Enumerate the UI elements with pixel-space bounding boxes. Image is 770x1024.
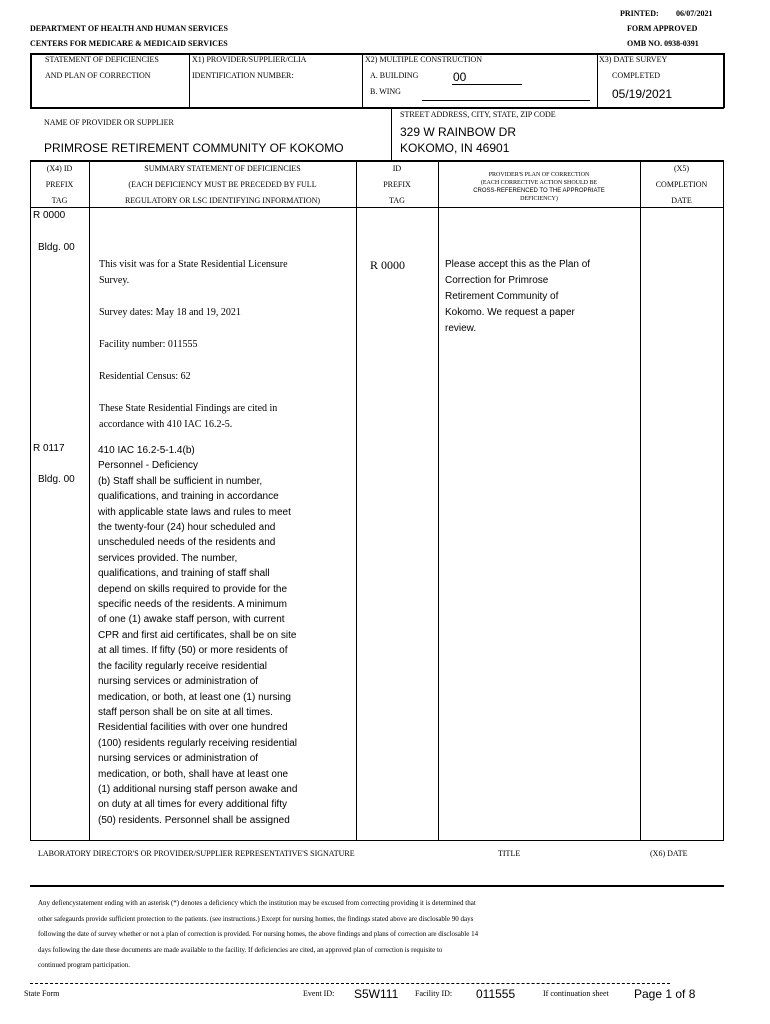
statement-label-1: STATEMENT OF DEFICIENCIES bbox=[45, 55, 159, 64]
wing-label: B. WING bbox=[370, 87, 401, 96]
disclaimer-line: Any defiencystatement ending with an asterisk (*) denotes a deficiency which the institution may be excused from correcting providing it is determined that bbox=[38, 899, 476, 907]
signature-label: LABORATORY DIRECTOR'S OR PROVIDER/SUPPLIER REPRESENTATIVE'S SIGNATURE bbox=[38, 849, 355, 858]
id-label-3: TAG bbox=[389, 196, 405, 205]
disclaimer-line: days following the date these documents are made available to the facility. If deficiencies are cited, an approved plan of correction is requisite to bbox=[38, 945, 443, 954]
tag-r0000: R 0000 bbox=[33, 210, 66, 221]
x5-label-2: COMPLETION bbox=[655, 180, 708, 189]
summary-2-line: the twenty-four (24) hour scheduled and bbox=[98, 522, 276, 534]
tag-r0117: R 0117 bbox=[33, 443, 65, 454]
statement-label-2: AND PLAN OF CORRECTION bbox=[45, 71, 151, 80]
address-label: STREET ADDRESS, CITY, STATE, ZIP CODE bbox=[400, 110, 556, 119]
summary-1-line bbox=[99, 385, 288, 401]
plan-1-line: Please accept this as the Plan of bbox=[445, 259, 591, 270]
summary-label-2: (EACH DEFICIENCY MUST BE PRECEDED BY FULL bbox=[128, 180, 317, 189]
id-label-1: ID bbox=[392, 164, 402, 173]
x1-label-1: X1) PROVIDER/SUPPLIER/CLIA bbox=[192, 55, 307, 64]
summary-2-line: with applicable state laws and rules to meet bbox=[98, 506, 291, 518]
summary-1-line bbox=[99, 353, 288, 369]
building-value: 00 bbox=[453, 70, 467, 84]
summary-2-line: (50) residents. Personnel shall be assigned bbox=[98, 814, 290, 826]
summary-2-line: (1) additional nursing staff person awake and bbox=[98, 783, 298, 795]
summary-block-2 bbox=[98, 443, 297, 828]
summary-2-line: qualifications, and training in accordance bbox=[98, 491, 279, 503]
summary-2-line: medication, or both, at least one (1) nursing bbox=[98, 691, 291, 703]
x4-label-1: (X4) ID bbox=[46, 164, 73, 173]
summary-1-line: accordance with 410 IAC 16.2-5. bbox=[99, 419, 233, 430]
bldg-1: Bldg. 00 bbox=[38, 242, 75, 253]
x1-label-2: IDENTIFICATION NUMBER: bbox=[192, 71, 294, 80]
summary-2-line: nursing services or administration of bbox=[98, 753, 259, 765]
summary-2-line: Personnel - Deficiency bbox=[98, 460, 199, 472]
summary-2-line: staff person shall be on site at all times. bbox=[98, 706, 273, 718]
x3-label-1: X3) DATE SURVEY bbox=[599, 55, 668, 64]
summary-2-line: at all times. If fifty (50) or more residents of bbox=[98, 645, 288, 657]
state-form-label: State Form bbox=[24, 989, 60, 998]
id-label-2: PREFIX bbox=[383, 180, 411, 189]
printed-date: 06/07/2021 bbox=[676, 9, 713, 18]
summary-label-3: REGULATORY OR LSC IDENTIFYING INFORMATION) bbox=[124, 196, 321, 205]
disclaimer-line: other safegaurds provide sufficient protection to the patients. (see instructions.) Except for nursing homes, the findings stated above are disclosable 90 days bbox=[38, 914, 474, 923]
plan-block-1 bbox=[445, 257, 590, 337]
summary-2-line: (b) Staff shall be sufficient in number, bbox=[98, 475, 263, 487]
disclaimer bbox=[38, 896, 478, 974]
id-tag-r0000: R 0000 bbox=[370, 258, 406, 272]
summary-2-line: of one (1) awake staff person, with current bbox=[98, 614, 285, 626]
survey-date: 05/19/2021 bbox=[612, 87, 673, 101]
page-number: Page 1 of 8 bbox=[634, 987, 696, 1001]
provider-label: NAME OF PROVIDER OR SUPPLIER bbox=[44, 118, 174, 127]
summary-2-line: services provided. The number, bbox=[98, 552, 238, 564]
summary-2-line: (100) residents regularly receiving residential bbox=[98, 737, 297, 749]
x3-label-2: COMPLETED bbox=[612, 71, 660, 80]
address-line-2: KOKOMO, IN 46901 bbox=[400, 141, 510, 155]
x6-date-label: (X6) DATE bbox=[650, 849, 688, 858]
facility-id-label: Facility ID: bbox=[415, 989, 453, 998]
summary-2-line: CPR and first aid certificates, shall be on site bbox=[98, 629, 297, 641]
bldg-2: Bldg. 00 bbox=[38, 474, 75, 485]
x5-label-1: (X5) bbox=[673, 164, 690, 173]
summary-label-1: SUMMARY STATEMENT OF DEFICIENCIES bbox=[144, 164, 301, 173]
plan-1-line: Correction for Primrose bbox=[445, 275, 549, 286]
summary-1-line: These State Residential Findings are cited in bbox=[99, 403, 278, 414]
summary-2-line: 410 IAC 16.2-5-1.4(b) bbox=[98, 445, 195, 456]
summary-1-line bbox=[99, 289, 288, 305]
event-id-value: S5W111 bbox=[354, 987, 399, 1001]
disclaimer-line: following the date of survey whether or not a plan of correction is provided. For nursing homes, the above findings and plans of correction are disclosable 14 bbox=[38, 930, 479, 938]
summary-2-line: specific needs of the residents. A minimum bbox=[98, 599, 287, 611]
cms-name: CENTERS FOR MEDICARE & MEDICAID SERVICES bbox=[30, 39, 228, 48]
summary-1-line: This visit was for a State Residential Licensure bbox=[99, 259, 288, 270]
plan-label-3: CROSS-REFERENCED TO THE APPROPRIATE bbox=[473, 188, 605, 194]
summary-2-line: Residential facilities with over one hundred bbox=[98, 722, 288, 734]
facility-id-value: 011555 bbox=[476, 987, 516, 1001]
summary-block-1 bbox=[99, 257, 288, 433]
summary-2-line: depend on skills required to provide for the bbox=[98, 583, 288, 595]
omb-number: OMB NO. 0938-0391 bbox=[627, 39, 699, 48]
title-label: TITLE bbox=[498, 849, 521, 858]
building-label: A. BUILDING bbox=[370, 71, 419, 80]
plan-1-line: Retirement Community of bbox=[445, 291, 559, 302]
x4-label-2: PREFIX bbox=[45, 180, 74, 189]
x5-label-3: DATE bbox=[671, 196, 692, 205]
summary-1-line: Survey. bbox=[99, 275, 130, 286]
plan-label-4: DEFICIENCY) bbox=[520, 196, 558, 202]
continuation-label: If continuation sheet bbox=[543, 989, 609, 998]
summary-2-line: the facility regularly receive residential bbox=[98, 660, 267, 672]
plan-label-1: PROVIDER'S PLAN OF CORRECTION bbox=[488, 172, 590, 178]
event-id-label: Event ID: bbox=[303, 989, 335, 998]
summary-2-line: nursing services or administration of bbox=[98, 676, 259, 688]
summary-2-line: medication, or both, shall have at least one bbox=[98, 768, 289, 780]
summary-1-line: Survey dates: May 18 and 19, 2021 bbox=[99, 307, 241, 318]
plan-1-line: Kokomo. We request a paper bbox=[445, 307, 575, 318]
summary-1-line: Facility number: 011555 bbox=[99, 339, 198, 350]
plan-1-line: review. bbox=[445, 323, 477, 334]
x4-label-3: TAG bbox=[51, 196, 68, 205]
printed-label: PRINTED: bbox=[620, 9, 659, 18]
summary-2-line: on duty at all times for every additional fifty bbox=[98, 799, 287, 811]
summary-2-line: unscheduled needs of the residents and bbox=[98, 537, 276, 549]
x2-label: X2) MULTIPLE CONSTRUCTION bbox=[365, 55, 483, 64]
summary-1-line: Residential Census: 62 bbox=[99, 371, 191, 382]
plan-label-2: (EACH CORRECTIVE ACTION SHOULD BE bbox=[480, 180, 598, 186]
summary-1-line bbox=[99, 321, 288, 337]
form-approved: FORM APPROVED bbox=[627, 24, 698, 33]
address-line-1: 329 W RAINBOW DR bbox=[400, 125, 517, 139]
provider-name: PRIMROSE RETIREMENT COMMUNITY OF KOKOMO bbox=[44, 141, 344, 155]
summary-2-line: qualifications, and training of staff shall bbox=[98, 568, 270, 580]
disclaimer-line: continued program participation. bbox=[38, 961, 130, 969]
department-name: DEPARTMENT OF HEALTH AND HUMAN SERVICES bbox=[30, 24, 228, 33]
